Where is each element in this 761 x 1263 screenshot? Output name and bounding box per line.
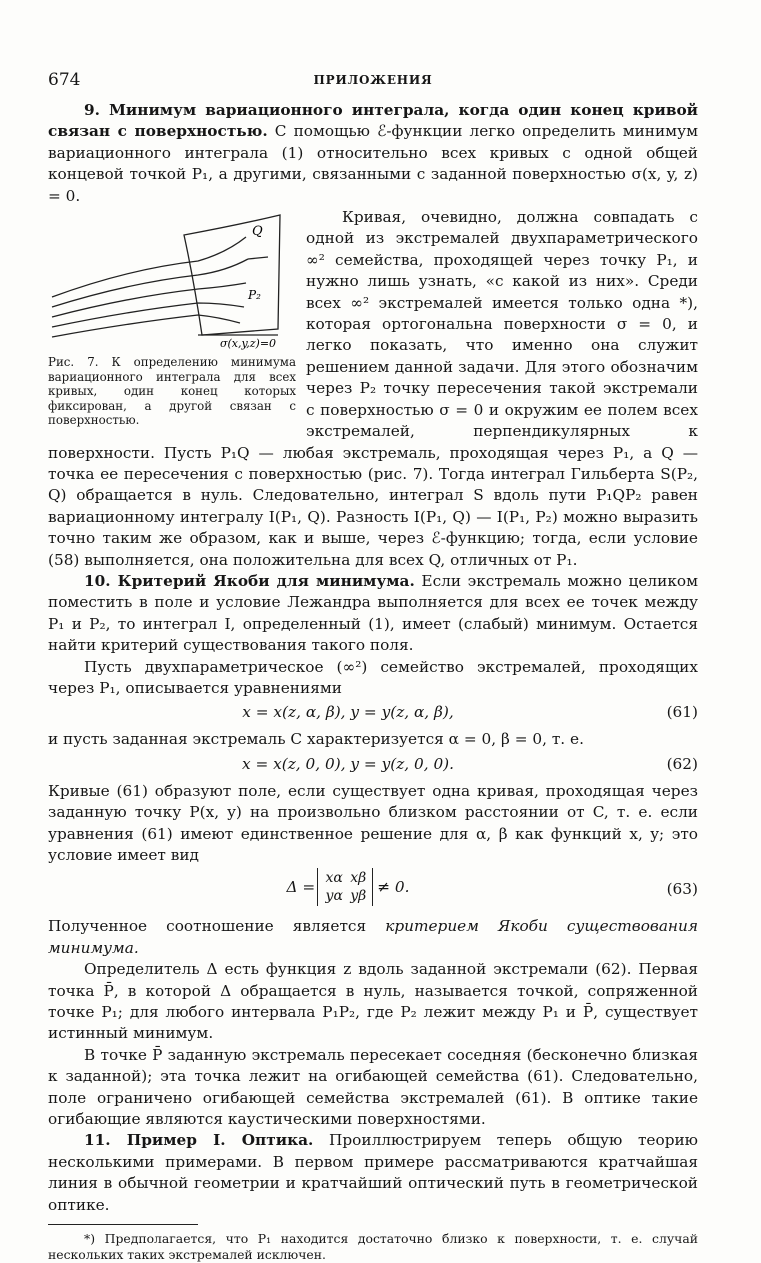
figure-label-surface: σ(x,y,z)=0 (220, 337, 277, 351)
criterion-lead: Полученное соотношение является (48, 917, 386, 936)
equation-61-number: (61) (666, 703, 698, 722)
section-11-text: Проиллюстрируем теперь общую теорию несколькими примерами. В первом примере рассматриваются кратчайшая линия в обычной геометрии и кратчайший оптический путь в геометрической оптике. (48, 1131, 699, 1214)
section-10-paragraph-field: Кривые (61) образуют поле, если существует одна кривая, проходящая через заданную точку P(x, y) на произвольно близком расстоянии от C, т. е. если уравнения (61) имеют единственное решение для α, β как функций x, y; это условие имеет вид (48, 781, 698, 864)
matrix-entry-21: yα (325, 888, 343, 905)
section-9-paragraph: Кривая, очевидно, должна совпадать с одной из экстремалей двухпараметрического ∞² семейства, проходящей через точку P₁, и нужно лишь узнать, «с какой из них». Среди всех ∞² экстремалей имеется только одна *), которая ортогональна поверхности σ = 0, и легко показать, что именно она служит решением данной задачи. Для этого обозначим через P₂ точку пересечения такой экстремали с поверхностью σ = 0 и окружим ее полем всех экстремалей, перпендикулярных к поверхности. Пусть P₁Q — любая экстремаль, проходящая через P₁, а Q — точка ее пересечения с поверхностью (рис. 7). Тогда интеграл Гильберта S(P₂, Q) обращается в нуль. Следовательно, интеграл S вдоль пути P₁QP₂ равен вариационному интегралу I(P₁, Q). Разность I(P₁, Q) — I(P₁, P₂) можно выразить точно таким же образом, как и выше, через ℰ-функцию; тогда, если условие (58) выполняется, она положительна для всех Q, отличных от P₁. (48, 208, 698, 569)
section-11-intro (48, 1130, 698, 1216)
jacobian-determinant (286, 868, 409, 906)
section-9-title: 9. Минимум вариационного интеграла, когда один конец кривой связан с поверхностью. (48, 101, 698, 141)
running-header (48, 70, 698, 100)
section-10-paragraph-envelope: В точке P̄ заданную экстремаль пересекает соседняя (бесконечно близкая к заданной); эта точка лежит на огибающей семейства (61). Следовательно, поле ограничено огибающей семейства экстремалей (61). В оптике такие огибающие являются каустическими поверхностями. (48, 1045, 698, 1129)
equation-63 (48, 866, 698, 916)
section-11-title: 11. Пример I. Оптика. (84, 1131, 314, 1150)
figure-7-caption: Рис. 7. К определению минимума вариационного интеграла для всех кривых, один конец которых фиксирован, а другой связан с поверхностью. (48, 355, 296, 428)
figure-label-p2: P₂ (248, 288, 261, 303)
matrix-entry-11: xα (325, 870, 343, 887)
equation-62-number: (62) (666, 754, 698, 773)
determinant-right-bar (372, 868, 375, 906)
section-9-intro (48, 100, 698, 207)
equation-63-body (48, 868, 648, 906)
section-10-text: Если экстремаль можно целиком поместить в поле и условие Лежандра выполняется для всех ее точек между P₁ и P₂, то интеграл I, определенный (1), имеет (слабый) минимум. Остается найти критерий существования такого поля. (48, 571, 698, 655)
section-10-paragraph-family: Пусть двухпараметрическое (∞²) семейство экстремалей, проходящих через P₁, описывается уравнениями (48, 657, 698, 697)
equation-63-number: (63) (666, 880, 698, 899)
figure-7-drawing (48, 211, 296, 351)
matrix-entry-12: xβ (350, 870, 367, 887)
section-10-intro (48, 571, 698, 657)
section-10-paragraph-extremal: и пусть заданная экстремаль C характеризуется α = 0, β = 0, т. е. (48, 730, 584, 749)
book-page (48, 70, 698, 1263)
equation-63-lhs: Δ = (286, 878, 316, 897)
jacobi-criterion-statement (48, 916, 698, 959)
criterion-emphasis: критерием Якоби существования минимума. (48, 917, 698, 957)
footnote-rule (48, 1224, 198, 1225)
equation-61 (48, 699, 698, 729)
section-10-title: 10. Критерий Якоби для минимума. (84, 571, 415, 590)
section-9-text: С помощью ℰ-функции легко определить минимум вариационного интеграла (1) относительно всех кривых с одной общей концевой точкой P₁, а другими, связанными с заданной поверхностью σ(x, y, z) = 0. (48, 122, 698, 205)
equation-63-rhs: ≠ 0. (377, 878, 410, 897)
equation-62 (48, 751, 698, 781)
section-10-paragraph-determinant: Определитель Δ есть функция z вдоль заданной экстремали (62). Первая точка P̄, в которой Δ обращается в нуль, называется точкой, сопряженной точке P₁; для любого интервала P₁P₂, где P₂ лежит между P₁ и P̄, существует истинный минимум. (48, 960, 698, 1043)
determinant-matrix (322, 869, 370, 905)
equation-62-body: x = x(z, 0, 0), y = y(z, 0, 0). (241, 754, 455, 773)
figure-7 (48, 211, 296, 428)
matrix-entry-22: yβ (350, 888, 367, 905)
running-title: ПРИЛОЖЕНИЯ (313, 73, 433, 87)
figure-label-q: Q (252, 224, 263, 240)
footnote: *) Предполагается, что P₁ находится достаточно близко к поверхности, т. е. случай нескольких таких экстремалей исключен. (48, 1231, 698, 1263)
page-number: 674 (48, 70, 81, 90)
determinant-left-bar (317, 868, 320, 906)
equation-61-body: x = x(z, α, β), y = y(z, α, β), (242, 703, 454, 722)
